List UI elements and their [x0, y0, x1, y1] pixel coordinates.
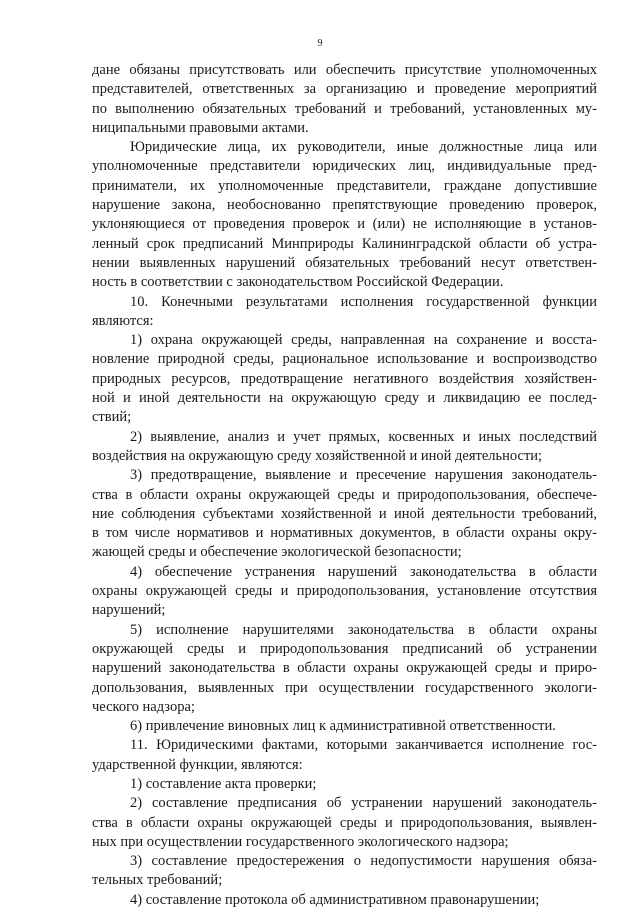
text-line: ние соблюдения субъектами хозяйственной и иной деятельности требований, [92, 505, 597, 522]
text-line: ства в области охраны окружающей среды и природопользования, выявлен- [92, 814, 597, 831]
text-line: нении выявленных нарушений обязательных требований несут ответствен- [92, 254, 597, 271]
text-line: ударственной функции, являются: [92, 756, 303, 773]
paragraph [92, 736, 597, 775]
text-line: 6) привлечение виновных лиц к административной ответственности. [130, 718, 556, 735]
text-line: охраны окружающей среды и природопользования, установление отсутствия [92, 583, 597, 600]
paragraph [92, 563, 597, 621]
text-line: тельных требований; [92, 872, 223, 889]
paragraph [92, 775, 597, 794]
text-line: 2) составление предписания об устранении нарушений законодатель- [130, 795, 597, 812]
text-line: являются: [92, 312, 154, 329]
paragraph [92, 891, 597, 910]
document-body [92, 61, 597, 910]
text-line: ствий; [92, 409, 132, 426]
text-line: ность в соответствии с законодательством Российской Федерации. [92, 274, 504, 291]
paragraph [92, 61, 597, 138]
paragraph [92, 717, 597, 736]
text-line: 4) обеспечение устранения нарушений законодательства в области [130, 563, 597, 580]
text-line: 2) выявление, анализ и учет прямых, косвенных и иных последствий [130, 428, 597, 445]
paragraph [92, 852, 597, 891]
text-line: 1) составление акта проверки; [130, 775, 317, 792]
text-line: нарушений; [92, 602, 166, 619]
text-line: ных при осуществлении государственного экологического надзора; [92, 833, 509, 850]
text-line: ной и иной деятельности на окружающую среду и ликвидацию ее послед- [92, 390, 597, 407]
text-line: природных ресурсов, предотвращение негативного воздействия хозяйствен- [92, 370, 597, 387]
paragraph [92, 428, 597, 467]
text-line: воздействия на окружающую среду хозяйственной и иной деятельности; [92, 447, 543, 464]
text-line: по выполнению обязательных требований и требований, установленных му- [92, 100, 597, 117]
paragraph [92, 331, 597, 427]
text-line: приниматели, их уполномоченные представители, граждане допустившие [92, 177, 597, 194]
text-line: 3) предотвращение, выявление и пресечение нарушения законодатель- [130, 467, 597, 484]
text-line: ниципальными правовыми актами. [92, 119, 309, 136]
text-line: представителей, ответственных за организацию и проведение мероприятий [92, 81, 597, 98]
text-line: ческого надзора; [92, 698, 195, 715]
paragraph [92, 621, 597, 717]
paragraph [92, 293, 597, 332]
text-line: 5) исполнение нарушителями законодательства в области охраны [130, 621, 597, 638]
paragraph [92, 794, 597, 852]
text-line: допользования, выявленных при осуществлении государственного экологи- [92, 679, 597, 696]
text-line: дане обязаны присутствовать или обеспечить присутствие уполномоченных [92, 62, 597, 78]
text-line: уклоняющиеся от проведения проверок и (или) не исполняющие в установ- [92, 216, 597, 233]
text-line: 3) составление предостережения о недопустимости нарушения обяза- [130, 853, 597, 870]
text-line: ленный срок предписаний Минприроды Калининградской области об устра- [92, 235, 597, 252]
text-line: 4) составление протокола об административном правонарушении; [130, 891, 540, 908]
text-line: жающей среды и обеспечение экологической безопасности; [92, 544, 462, 561]
text-line: нарушение закона, необоснованно препятствующие проведению проверок, [92, 197, 597, 214]
text-line: новление природной среды, рациональное использование и воспроизводство [92, 351, 597, 368]
text-line: 11. Юридическими фактами, которыми заканчивается исполнение гос- [130, 737, 597, 754]
paragraph [92, 138, 597, 292]
paragraph [92, 466, 597, 562]
text-line: окружающей среды и природопользования предписаний об устранении [92, 640, 597, 657]
text-line: в том числе нормативов и нормативных документов, в области охраны окру- [92, 525, 597, 542]
text-line: ства в области охраны окружающей среды и природопользования, обеспече- [92, 486, 597, 503]
page-number: 9 [317, 38, 323, 49]
text-line: нарушений законодательства в области охраны окружающей среды и приро- [92, 660, 597, 677]
text-line: 10. Конечными результатами исполнения государственной функции [130, 293, 597, 310]
text-line: уполномоченные представители юридических лиц, индивидуальные пред- [92, 158, 597, 175]
text-line: 1) охрана окружающей среды, направленная на сохранение и восста- [130, 332, 597, 349]
text-line: Юридические лица, их руководители, иные должностные лица или [130, 139, 597, 156]
